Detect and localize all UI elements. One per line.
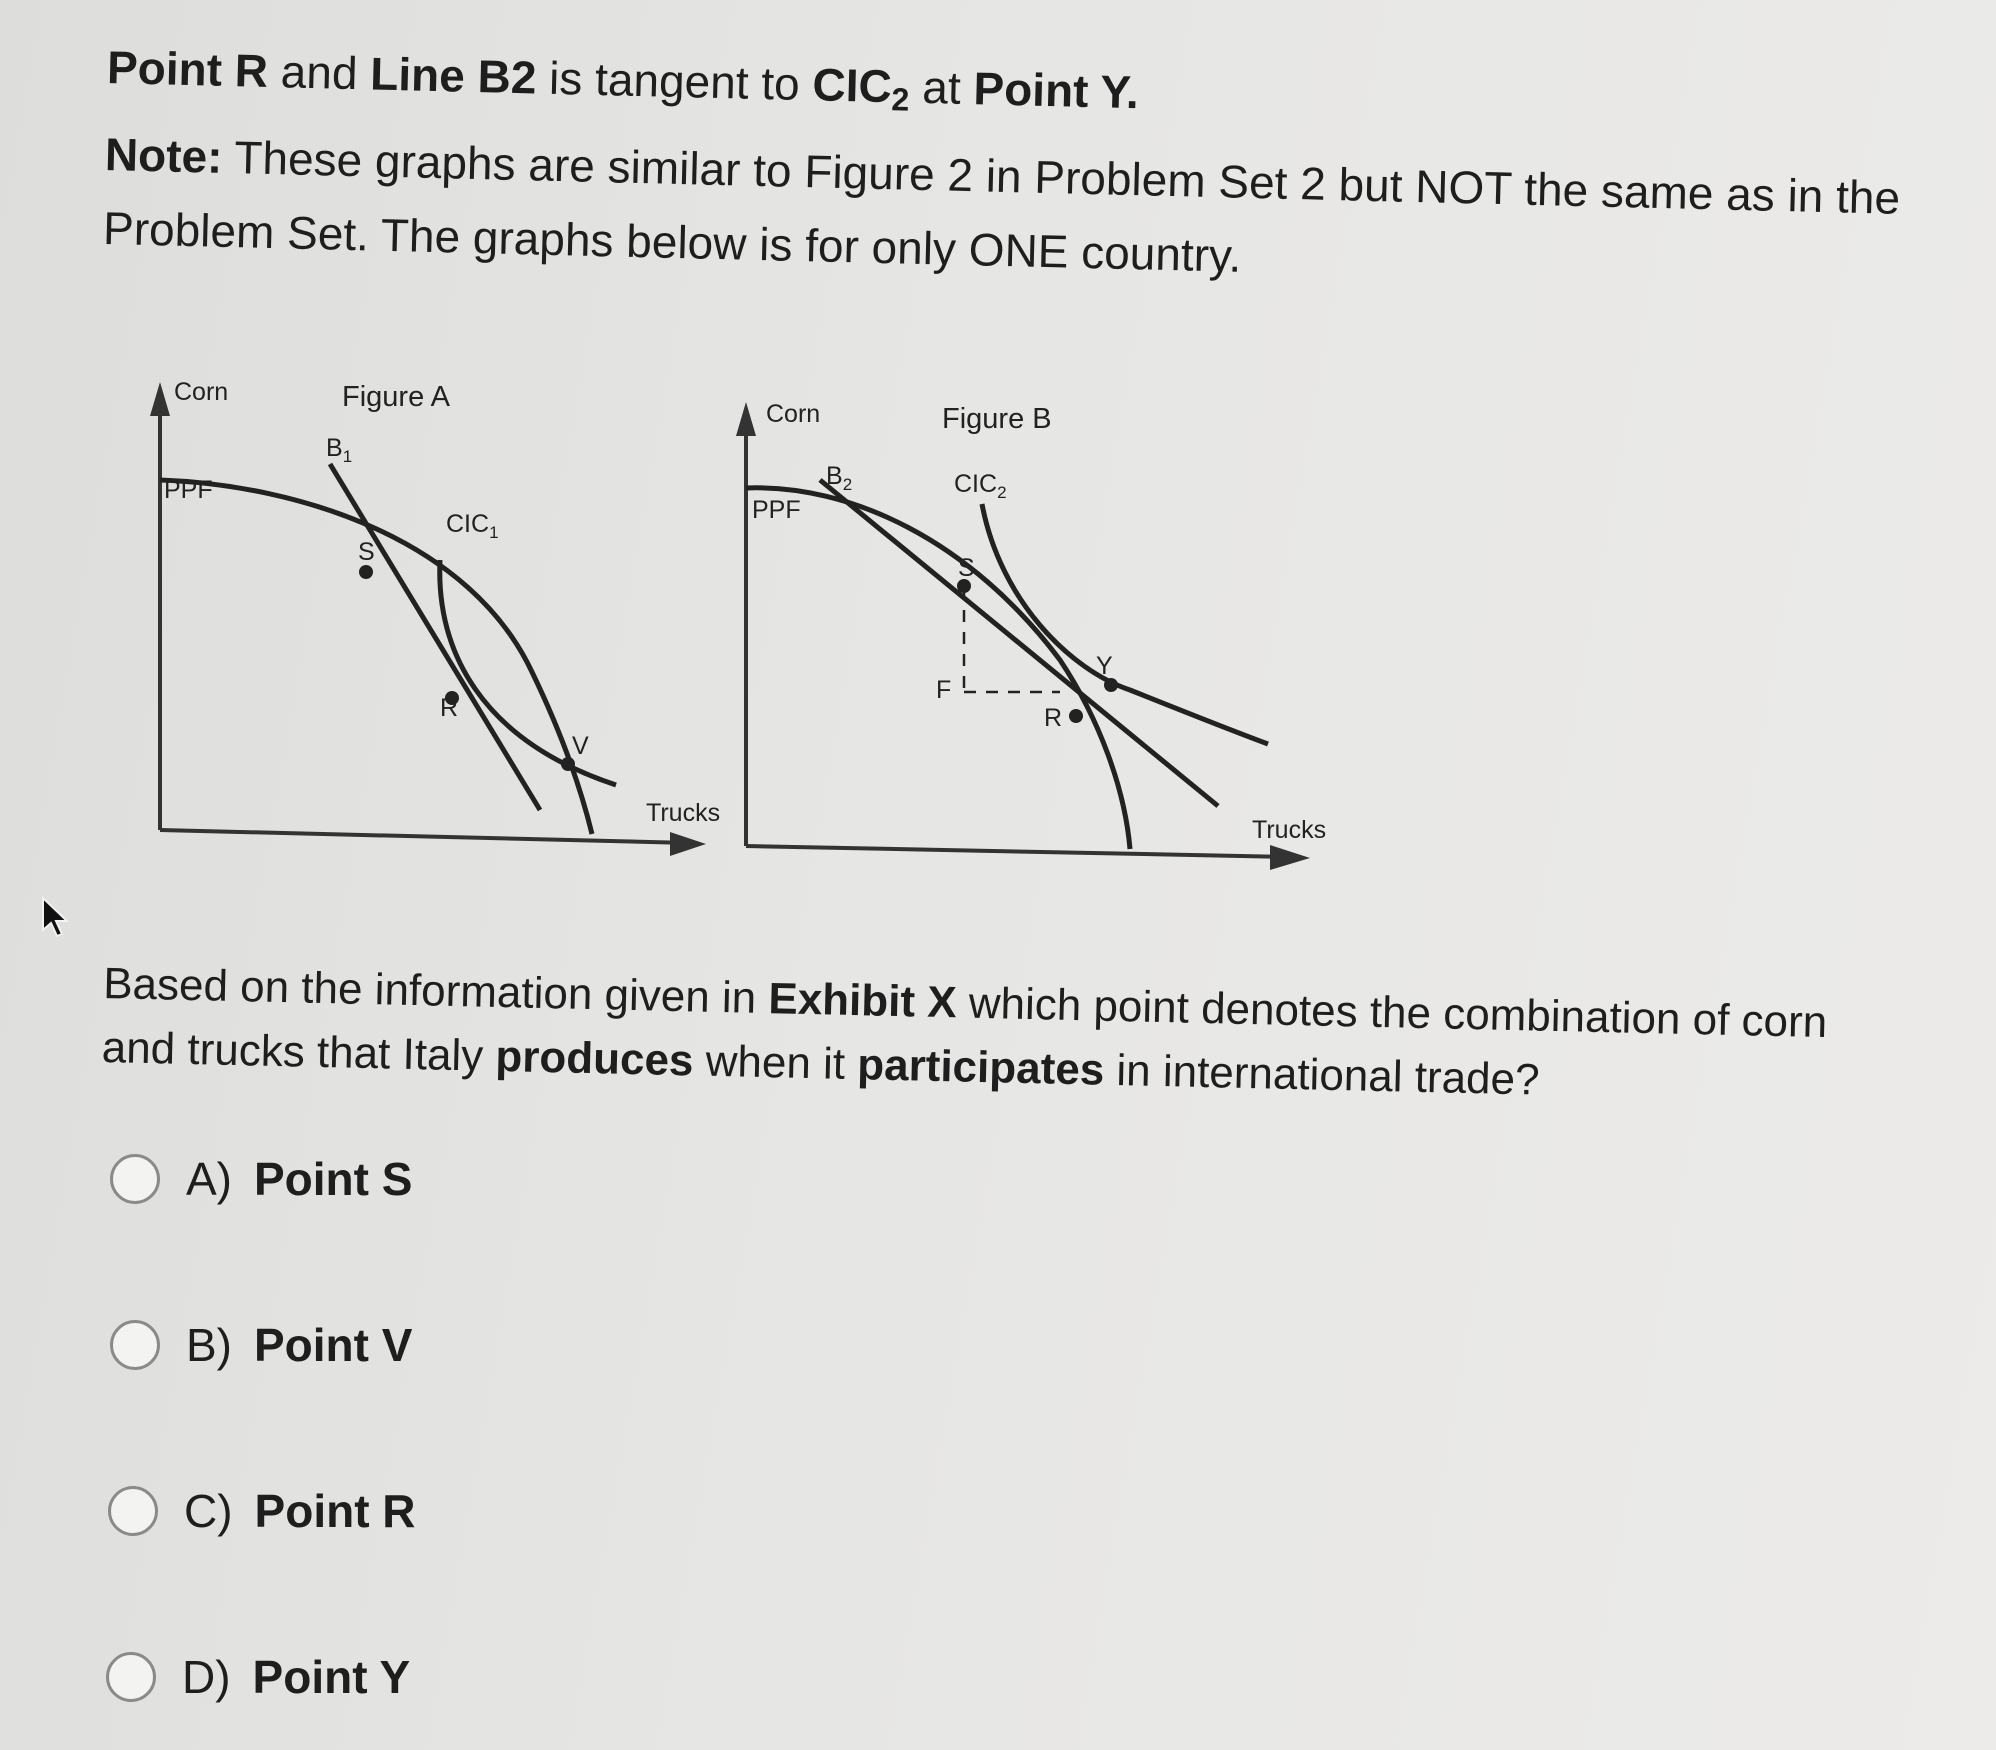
figure-a-y-label: Corn bbox=[174, 378, 229, 406]
question-text: Based on the information given in Exhibit X which point denotes the combination of corn and trucks that Italy produces when it participates in international trade? bbox=[101, 958, 1828, 1105]
figure-b-y-label: Corn bbox=[766, 400, 821, 428]
intro-note: Note: These graphs are similar to Figure 2 in Problem Set 2 but NOT the same as in the Problem Set. The graphs below is for only ONE country. bbox=[102, 128, 1901, 282]
figure-b-x-axis bbox=[746, 846, 1290, 857]
figure-a-b1-label: $B_1$ bbox=[326, 434, 353, 466]
figure-b-x-label: Trucks bbox=[1252, 816, 1327, 844]
figure-b-y-arrow bbox=[736, 402, 756, 436]
figure-a-cic1-label: $CIC_1$ bbox=[446, 510, 499, 542]
figure-b-cic2-curve bbox=[982, 504, 1268, 744]
option-b-text: Point V bbox=[254, 1319, 413, 1371]
option-a[interactable] bbox=[110, 1152, 412, 1206]
figure-a-x-arrow bbox=[670, 832, 706, 856]
figure-a-title: Figure A bbox=[342, 381, 450, 413]
figure-b-budget-line-b2 bbox=[820, 480, 1218, 806]
figure-a-x-axis bbox=[160, 830, 690, 843]
figure-b-x-arrow bbox=[1270, 845, 1310, 870]
figure-b-point-r-label: R bbox=[1044, 704, 1063, 732]
intro-line-1: Point R and Line B2 is tangent to $CIC_2$ at Point Y. bbox=[106, 40, 1140, 119]
option-d[interactable] bbox=[106, 1650, 410, 1704]
figure-a-budget-line-b1 bbox=[330, 464, 540, 810]
figure-a-cic1-curve bbox=[440, 560, 616, 785]
figure-b-point-y-label: Y bbox=[1096, 652, 1113, 680]
figure-b-graph bbox=[730, 380, 1350, 880]
option-d-letter: D) bbox=[182, 1651, 231, 1703]
option-c-letter: C) bbox=[184, 1485, 233, 1537]
radio-circle-icon[interactable] bbox=[110, 1154, 160, 1204]
figure-a-ppf-label: PPF bbox=[164, 476, 213, 504]
mouse-pointer-icon bbox=[40, 896, 70, 938]
figure-a-point-s-label: S bbox=[358, 538, 375, 566]
figure-a-graph bbox=[140, 360, 740, 860]
radio-circle-icon[interactable] bbox=[108, 1486, 158, 1536]
figure-b-point-y-marker bbox=[1104, 678, 1118, 692]
figure-a-ppf-curve bbox=[160, 480, 592, 834]
option-a-letter: A) bbox=[186, 1153, 232, 1205]
option-a-text: Point S bbox=[254, 1153, 413, 1205]
figure-b-title: Figure B bbox=[942, 403, 1052, 435]
option-b[interactable] bbox=[110, 1318, 412, 1372]
figure-b-cic2-label: $CIC_2$ bbox=[954, 470, 1007, 502]
option-c[interactable] bbox=[108, 1484, 416, 1538]
figure-b-point-r-marker bbox=[1069, 709, 1083, 723]
option-c-text: Point R bbox=[254, 1485, 416, 1537]
figure-b-b2-label: $B_2$ bbox=[826, 462, 853, 494]
figure-a-point-r-label: R bbox=[440, 694, 459, 722]
option-d-text: Point Y bbox=[252, 1651, 411, 1703]
option-b-letter: B) bbox=[186, 1319, 232, 1371]
figure-b-point-s-label: S bbox=[958, 554, 975, 582]
figure-a-y-arrow bbox=[150, 382, 170, 416]
figure-a-point-s-marker bbox=[359, 565, 373, 579]
figure-a-x-label: Trucks bbox=[646, 799, 721, 827]
figure-b-ppf-label: PPF bbox=[752, 496, 801, 524]
figure-b-point-f-label: F bbox=[936, 676, 952, 704]
radio-circle-icon[interactable] bbox=[106, 1652, 156, 1702]
intro-text bbox=[102, 30, 1907, 309]
figure-b-ppf-curve bbox=[746, 488, 1130, 849]
figure-a-point-v-label: V bbox=[572, 732, 589, 760]
radio-circle-icon[interactable] bbox=[110, 1320, 160, 1370]
